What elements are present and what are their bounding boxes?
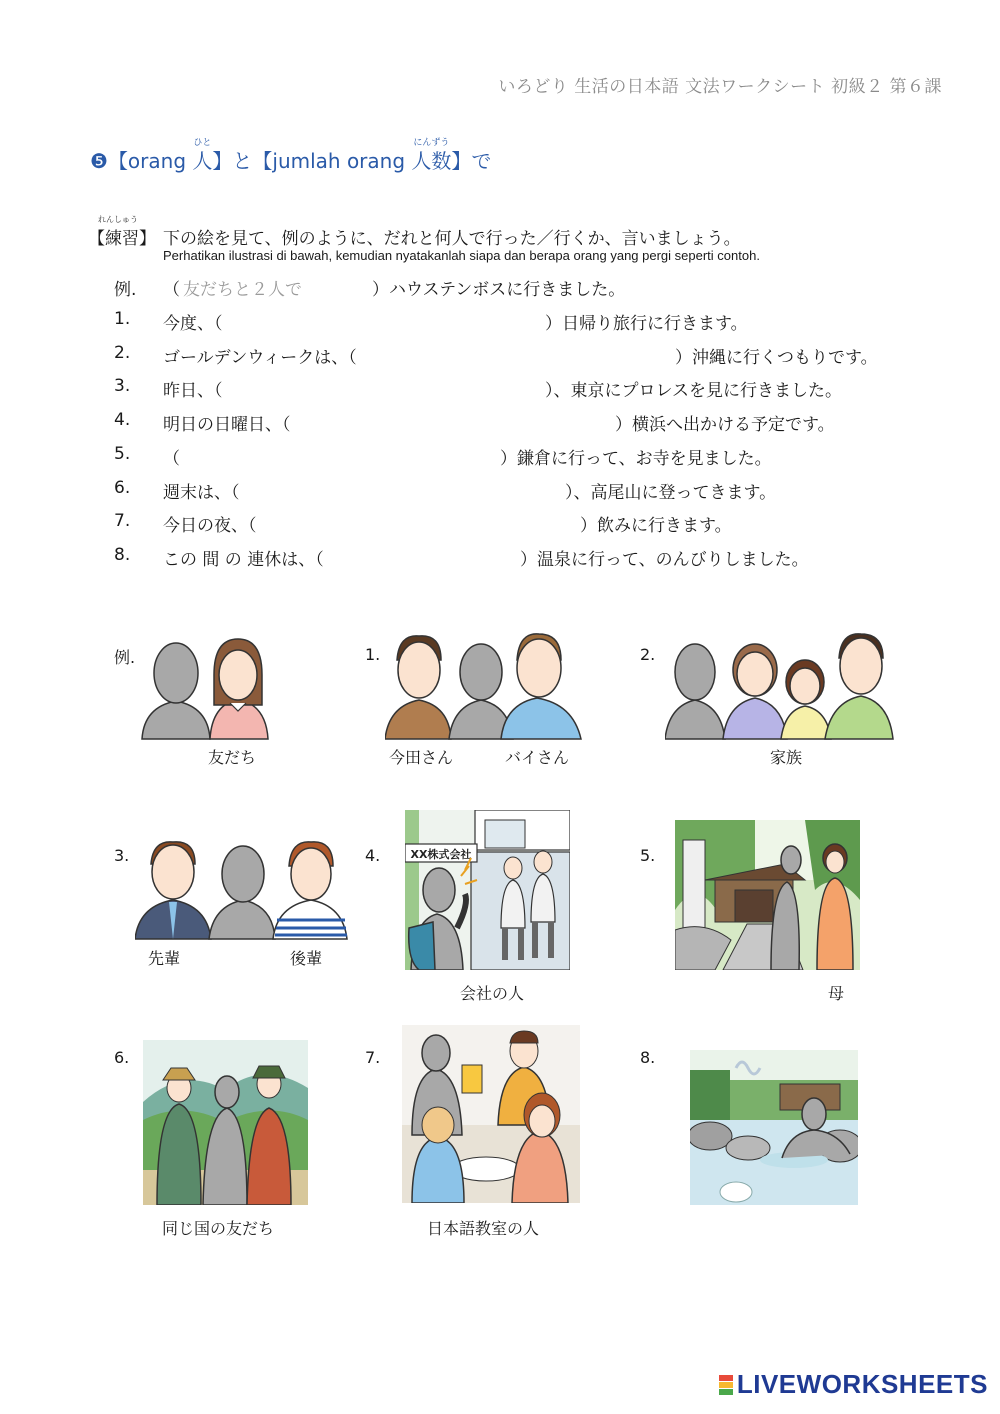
example-sentence: ）ハウステンボスに行きました。 <box>372 280 626 300</box>
question-number: 4. <box>114 410 131 430</box>
picture-caption-company: 会社の人 <box>460 984 525 1003</box>
question-after: ）日帰り旅行に行きます。 <box>545 314 748 334</box>
question-after: ）、東京にプロレスを見に行きました。 <box>545 381 842 401</box>
section-title <box>90 138 492 174</box>
question-before: 今度、（ <box>163 314 223 334</box>
temple-illustration <box>675 820 860 970</box>
question-after: ）横浜へ出かける予定です。 <box>615 415 835 435</box>
picture-caption-senpai: 先輩 <box>148 949 181 968</box>
logo-mark-icon <box>719 1375 733 1395</box>
question-before: 週末は、（ <box>163 483 240 503</box>
question-number: 5. <box>114 444 131 464</box>
picture-caption-kouhai: 後輩 <box>290 949 323 968</box>
worksheet-header: いろどり 生活の日本語 文法ワークシート 初級２ 第６課 <box>498 77 942 97</box>
picture-label-5: 5. <box>640 846 656 865</box>
picture-label-7: 7. <box>365 1048 381 1067</box>
picture-caption-imada: 今田さん <box>389 748 454 767</box>
title-kanji-ninzuu: 人数 にんずう <box>411 149 451 173</box>
picture-caption-friends: 友だち <box>208 748 257 767</box>
picture-caption-family: 家族 <box>770 748 803 767</box>
logo-text: LIVEWORKSHEETS <box>736 1369 988 1399</box>
picture-caption-mother: 母 <box>828 984 845 1003</box>
question-number: 2. <box>114 343 131 363</box>
question-after: ）温泉に行って、のんびりしました。 <box>520 550 809 570</box>
picture-caption-bai: バイさん <box>505 748 570 767</box>
picture-caption-japanese-class: 日本語教室の人 <box>427 1219 540 1238</box>
instruction-japanese: 下の絵を見て、例のように、だれと何人で行った／行くか、言いましょう。 <box>163 229 741 249</box>
picture-label-6: 6. <box>114 1048 130 1067</box>
company-people-illustration <box>405 810 570 970</box>
question-number: 3. <box>114 376 131 396</box>
picture-label-4: 4. <box>365 846 381 865</box>
furigana-hito: ひと <box>193 138 212 148</box>
example-open: （ <box>163 280 180 300</box>
question-after: ）鎌倉に行って、お寺を見ました。 <box>500 449 772 469</box>
question-number: 8. <box>114 545 131 565</box>
company-sign: XX株式会社 <box>410 848 472 861</box>
question-after: ）飲みに行きます。 <box>580 516 732 536</box>
furigana-renshuu: れんしゅう <box>98 215 138 224</box>
hiking-illustration <box>143 1040 308 1205</box>
picture-label-2: 2. <box>640 645 656 664</box>
title-part-2: 】と【jumlah orang <box>212 149 412 173</box>
picture-label-3: 3. <box>114 846 130 865</box>
question-before: ゴールデンウィークは、（ <box>163 348 357 368</box>
example-answer: 友だちと２人で <box>183 280 302 300</box>
friends-illustration <box>140 635 280 740</box>
picture-label-8: 8. <box>640 1048 656 1067</box>
question-before: 明日の日曜日、（ <box>163 415 291 435</box>
title-part-3: 】で <box>451 149 492 173</box>
furigana-ninzuu: にんずう <box>413 138 450 148</box>
question-after: ）沖縄に行くつもりです。 <box>675 348 878 368</box>
title-part-1: 【orang <box>107 149 193 173</box>
question-before: この 間 の 連休は、（ <box>163 550 324 570</box>
senpai-kouhai-illustration <box>135 840 350 940</box>
section-bullet: ❺ <box>90 149 108 173</box>
hot-spring-illustration <box>690 1050 858 1205</box>
imada-bai-illustration <box>385 630 585 740</box>
liveworksheets-logo <box>719 1369 988 1400</box>
picture-label-1: 1. <box>365 645 381 664</box>
family-illustration <box>665 630 895 740</box>
practice-label: 【練習】 れんしゅう <box>88 215 156 249</box>
instruction-indonesian: Perhatikan ilustrasi di bawah, kemudian nyatakanlah siapa dan berapa orang yang pergi seperti contoh. <box>163 248 760 263</box>
question-number: 6. <box>114 478 131 498</box>
picture-caption-compatriots: 同じ国の友だち <box>162 1219 275 1238</box>
question-before: 昨日、（ <box>163 381 223 401</box>
question-number: 7. <box>114 511 131 531</box>
question-number: 1. <box>114 309 131 329</box>
japanese-class-illustration <box>402 1025 580 1203</box>
example-label: 例. <box>114 280 137 300</box>
question-before: （ <box>163 449 180 469</box>
question-after: ）、高尾山に登ってきます。 <box>565 483 777 503</box>
picture-label-example: 例. <box>114 648 136 667</box>
question-before: 今日の夜、（ <box>163 516 257 536</box>
title-kanji-hito: 人 ひと <box>192 149 212 173</box>
